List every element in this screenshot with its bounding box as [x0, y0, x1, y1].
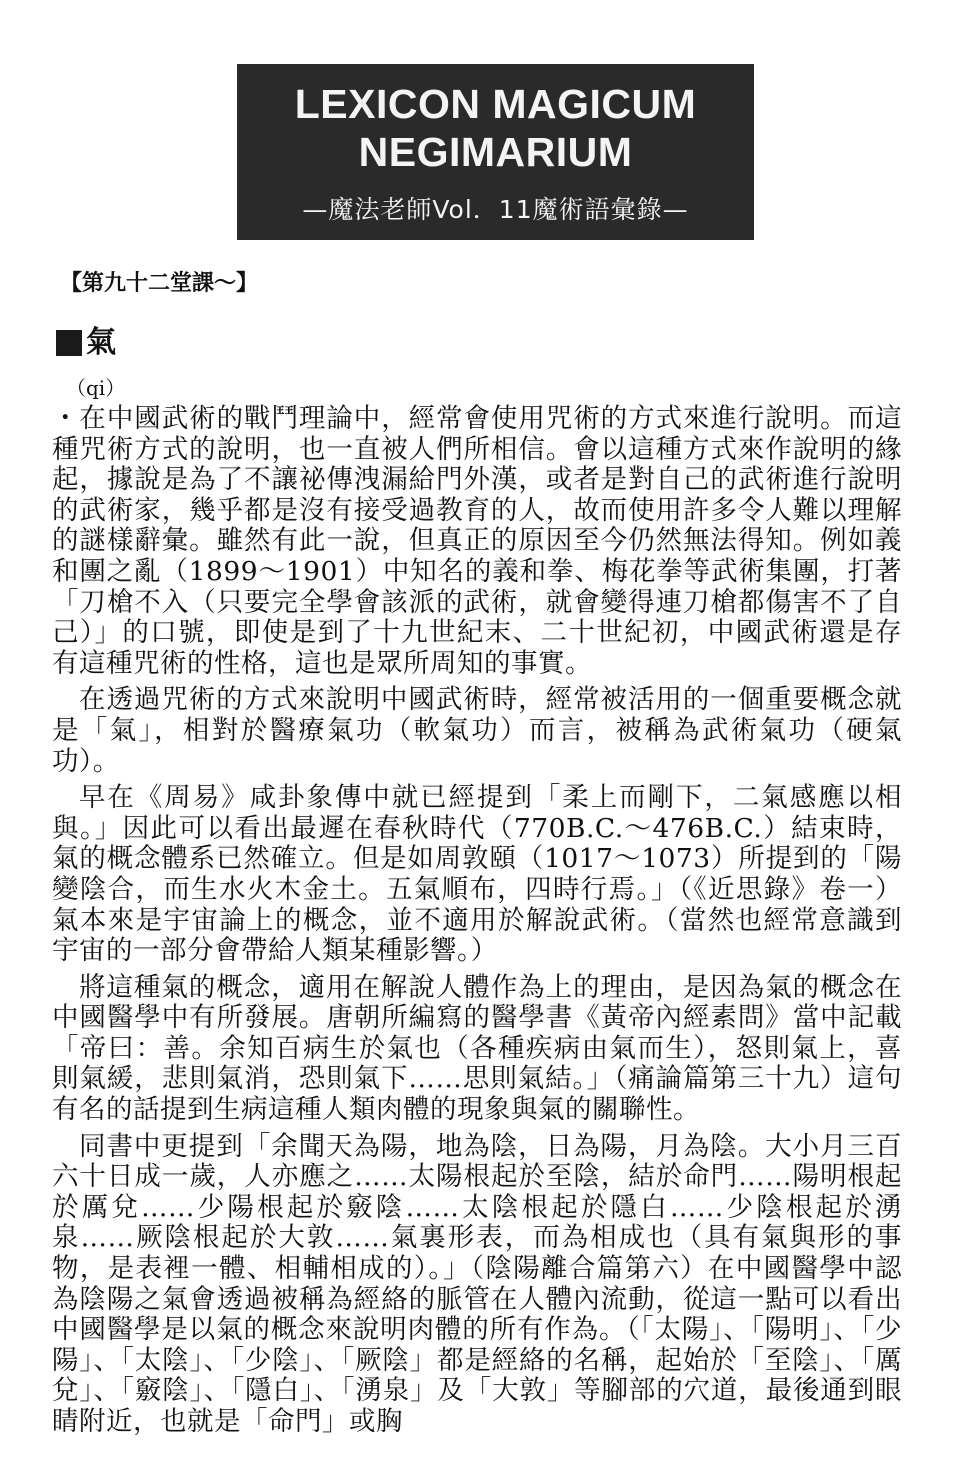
- banner-subtitle: —魔法老師Vol．11魔術語彙錄—: [302, 195, 689, 224]
- banner-title-line-1: LEXICON MAGICUM: [294, 81, 697, 127]
- body-text: [52, 404, 902, 1444]
- entry-reading: （qi）: [66, 376, 126, 400]
- paragraph: 同書中更提到「余聞天為陽，地為陰，日為陽，月為陰。大小月三百六十日成一歲，人亦應之……太陽根起於至陰，結於命門……陽明根起於厲兌……少陽根起於竅陰……太陰根起於隱白……少陰根起於湧泉……厥陰根起於大敦……氣裏形表，而為相成也（具有氣與形的事物，是表裡一體、相輔相成的）。」（陰陽離合篇第六）在中國醫學中認為陰陽之氣會透過被稱為經絡的脈管在人體內流動，從這一點可以看出中國醫學是以氣的概念來說明肉體的所有作為。（「太陽」、「陽明」、「少陽」、「太陰」、「少陰」、「厥陰」都是經絡的名稱，起始於「至陰」、「厲兌」、「竅陰」、「隱白」、「湧泉」及「大敦」等腳部的穴道，最後通到眼睛附近，也就是「命門」或胸: [52, 1130, 902, 1437]
- square-bullet-icon: [56, 330, 82, 356]
- title-banner: [237, 64, 754, 240]
- paragraph: 早在《周易》咸卦象傳中就已經提到「柔上而剛下，二氣感應以相與。」因此可以看出最遲在春秋時代（770B.C.～476B.C.）結束時，氣的概念體系已然確立。但是如周敦頤（1017～1073）所提到的「陽變陰合，而生水火木金土。五氣順布，四時行焉。」（《近思錄》卷一）氣本來是宇宙論上的概念，並不適用於解說武術。（當然也經常意識到宇宙的一部分會帶給人類某種影響。）: [52, 782, 902, 967]
- paragraph: 在透過咒術的方式來說明中國武術時，經常被活用的一個重要概念就是「氣」，相對於醫療氣功（軟氣功）而言，被稱為武術氣功（硬氣功）。: [52, 684, 902, 777]
- banner-title-line-2: NEGIMARIUM: [358, 129, 633, 175]
- paragraph: ・在中國武術的戰鬥理論中，經常會使用咒術的方式來進行說明。而這種咒術方式的說明，也一直被人們所相信。會以這種方式來作說明的緣起，據說是為了不讓祕傳洩漏給門外漢，或者是對自己的武術進行說明的武術家，幾乎都是沒有接受過教育的人，故而使用許多令人難以理解的謎樣辭彙。雖然有此一說，但真正的原因至今仍然無法得知。例如義和團之亂（1899～1901）中知名的義和拳、梅花拳等武術集團，打著「刀槍不入（只要完全學會該派的武術，就會變得連刀槍都傷害不了自己）」的口號，即使是到了十九世紀末、二十世紀初，中國武術還是存有這種咒術的性格，這也是眾所周知的事實。: [52, 403, 902, 679]
- lesson-label: 【第九十二堂課～】: [60, 271, 259, 296]
- entry-title: 氣: [86, 325, 116, 360]
- entry-heading: [56, 324, 116, 362]
- paragraph: 將這種氣的概念，適用在解說人體作為上的理由，是因為氣的概念在中國醫學中有所發展。唐朝所編寫的醫學書《黃帝內經素問》當中記載「帝曰：善。余知百病生於氣也（各種疾病由氣而生），怒則氣上，喜則氣緩，悲則氣消，恐則氣下……思則氣結。」（痛論篇第三十九）這句有名的話提到生病這種人類肉體的現象與氣的關聯性。: [52, 971, 902, 1126]
